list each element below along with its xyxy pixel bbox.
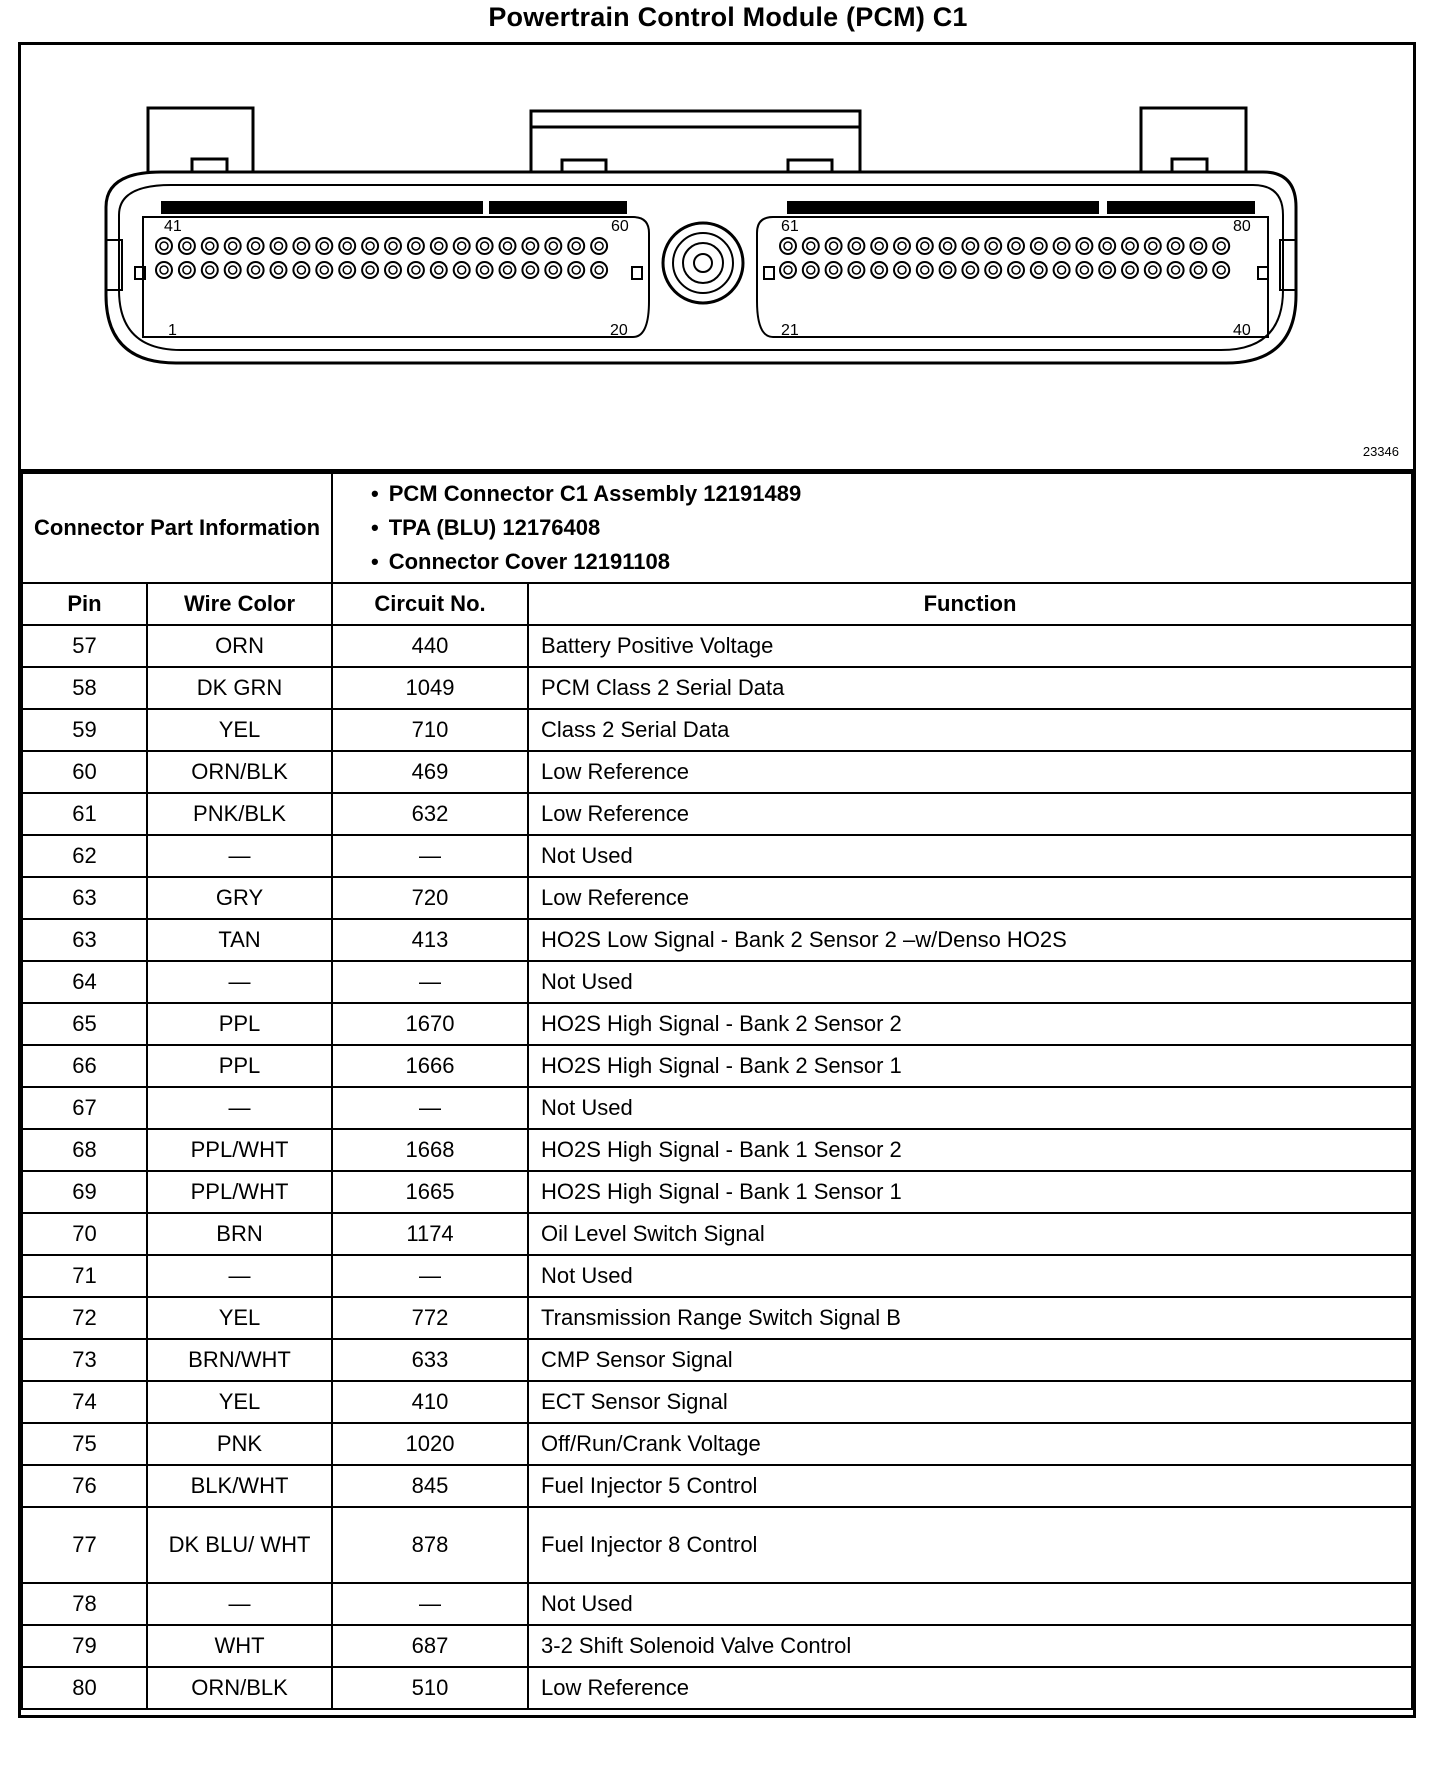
function-cell: Battery Positive Voltage xyxy=(528,625,1412,667)
circuit-cell: 878 xyxy=(332,1507,528,1583)
table-row xyxy=(22,709,1412,751)
pin-cell: 62 xyxy=(22,835,147,877)
wire-color-cell: — xyxy=(147,961,332,1003)
connector-pin xyxy=(1213,238,1229,254)
connector-pin xyxy=(826,262,842,278)
connector-table-frame xyxy=(18,42,1416,1718)
function-cell: Fuel Injector 8 Control xyxy=(528,1507,1412,1583)
header-wire-color: Wire Color xyxy=(147,583,332,625)
table-row xyxy=(22,1255,1412,1297)
circuit-cell: 1020 xyxy=(332,1423,528,1465)
connector-diagram xyxy=(21,45,1413,472)
function-cell: 3-2 Shift Solenoid Valve Control xyxy=(528,1625,1412,1667)
connector-pin xyxy=(568,262,584,278)
connector-pin xyxy=(225,262,241,278)
function-cell: Not Used xyxy=(528,835,1412,877)
circuit-cell: 772 xyxy=(332,1297,528,1339)
wire-color-cell: YEL xyxy=(147,1297,332,1339)
connector-pin xyxy=(431,238,447,254)
connector-pin xyxy=(871,262,887,278)
circuit-cell: 633 xyxy=(332,1339,528,1381)
connector-pin xyxy=(202,238,218,254)
connector-pin xyxy=(1190,238,1206,254)
function-cell: Not Used xyxy=(528,961,1412,1003)
connector-pin xyxy=(1213,262,1229,278)
connector-pin xyxy=(225,238,241,254)
connector-pin xyxy=(179,262,195,278)
function-cell: HO2S High Signal - Bank 2 Sensor 1 xyxy=(528,1045,1412,1087)
connector-pin xyxy=(362,262,378,278)
function-cell: Fuel Injector 5 Control xyxy=(528,1465,1412,1507)
wire-color-cell: DK BLU/ WHT xyxy=(147,1507,332,1583)
connector-pin xyxy=(568,238,584,254)
wire-color-cell: PPL xyxy=(147,1045,332,1087)
connector-pin xyxy=(1168,238,1184,254)
pin-label-40: 40 xyxy=(1233,322,1251,339)
function-cell: Oil Level Switch Signal xyxy=(528,1213,1412,1255)
connector-pin xyxy=(454,238,470,254)
connector-pin xyxy=(871,238,887,254)
connector-pin xyxy=(917,238,933,254)
circuit-cell: 410 xyxy=(332,1381,528,1423)
function-cell: HO2S Low Signal - Bank 2 Sensor 2 –w/Denso HO2S xyxy=(528,919,1412,961)
circuit-cell: 1174 xyxy=(332,1213,528,1255)
pin-cell: 63 xyxy=(22,919,147,961)
table-row xyxy=(22,667,1412,709)
connector-pin xyxy=(408,262,424,278)
pin-cell: 60 xyxy=(22,751,147,793)
pin-cell: 77 xyxy=(22,1507,147,1583)
function-cell: Low Reference xyxy=(528,793,1412,835)
function-cell: Transmission Range Switch Signal B xyxy=(528,1297,1412,1339)
function-cell: ECT Sensor Signal xyxy=(528,1381,1412,1423)
pin-cell: 66 xyxy=(22,1045,147,1087)
circuit-cell: 1666 xyxy=(332,1045,528,1087)
wire-color-cell: PNK/BLK xyxy=(147,793,332,835)
connector-pin xyxy=(293,238,309,254)
connector-pin xyxy=(431,262,447,278)
table-row xyxy=(22,1129,1412,1171)
pin-cell: 61 xyxy=(22,793,147,835)
connector-pin xyxy=(545,238,561,254)
circuit-cell: 510 xyxy=(332,1667,528,1709)
function-cell: HO2S High Signal - Bank 1 Sensor 1 xyxy=(528,1171,1412,1213)
connector-pin xyxy=(1099,238,1115,254)
part-info-item: • TPA (BLU) 12176408 xyxy=(371,511,1411,545)
pin-cell: 58 xyxy=(22,667,147,709)
connector-pin xyxy=(1054,262,1070,278)
page-title: Powertrain Control Module (PCM) C1 xyxy=(488,2,968,32)
connector-pin xyxy=(985,262,1001,278)
pin-label-61: 61 xyxy=(781,218,799,235)
function-cell: Low Reference xyxy=(528,1667,1412,1709)
circuit-cell: 440 xyxy=(332,625,528,667)
pin-label-80: 80 xyxy=(1233,218,1251,235)
connector-pin xyxy=(271,262,287,278)
pin-cell: 74 xyxy=(22,1381,147,1423)
circuit-cell: 1668 xyxy=(332,1129,528,1171)
connector-pin xyxy=(248,238,264,254)
header-function: Function xyxy=(528,583,1412,625)
pin-label-41: 41 xyxy=(164,218,182,235)
connector-pin xyxy=(591,238,607,254)
wire-color-cell: GRY xyxy=(147,877,332,919)
function-cell: PCM Class 2 Serial Data xyxy=(528,667,1412,709)
pin-cell: 57 xyxy=(22,625,147,667)
pin-cell: 70 xyxy=(22,1213,147,1255)
connector-pin xyxy=(803,238,819,254)
connector-pin xyxy=(962,238,978,254)
circuit-cell: 720 xyxy=(332,877,528,919)
connector-pin xyxy=(1076,238,1092,254)
table-row xyxy=(22,1381,1412,1423)
wire-color-cell: ORN/BLK xyxy=(147,751,332,793)
connector-pin xyxy=(522,238,538,254)
wire-color-cell: — xyxy=(147,1087,332,1129)
connector-pin xyxy=(940,262,956,278)
connector-pin xyxy=(848,238,864,254)
wire-color-cell: BRN/WHT xyxy=(147,1339,332,1381)
pin-label-60: 60 xyxy=(611,218,629,235)
function-cell: Not Used xyxy=(528,1255,1412,1297)
connector-pin xyxy=(408,238,424,254)
header-circuit-no: Circuit No. xyxy=(332,583,528,625)
connector-pin xyxy=(1122,238,1138,254)
pin-cell: 64 xyxy=(22,961,147,1003)
connector-pin xyxy=(1122,262,1138,278)
connector-pin xyxy=(894,262,910,278)
function-cell: Not Used xyxy=(528,1583,1412,1625)
connector-pin xyxy=(179,238,195,254)
connector-pin xyxy=(848,262,864,278)
circuit-cell: 1665 xyxy=(332,1171,528,1213)
header-pin: Pin xyxy=(22,583,147,625)
connector-pin xyxy=(1145,238,1161,254)
wire-color-cell: DK GRN xyxy=(147,667,332,709)
table-row xyxy=(22,1171,1412,1213)
wire-color-cell: ORN/BLK xyxy=(147,1667,332,1709)
part-info-item: • Connector Cover 12191108 xyxy=(371,545,1411,579)
table-row xyxy=(22,1213,1412,1255)
connector-pin xyxy=(156,262,172,278)
connector-pin xyxy=(500,238,516,254)
connector-pin xyxy=(454,262,470,278)
circuit-cell: 845 xyxy=(332,1465,528,1507)
connector-pin xyxy=(894,238,910,254)
connector-pin xyxy=(803,262,819,278)
pin-label-21: 21 xyxy=(781,322,799,339)
figure-number: 23346 xyxy=(1362,444,1399,459)
table-row xyxy=(22,1045,1412,1087)
pin-cell: 71 xyxy=(22,1255,147,1297)
circuit-cell: — xyxy=(332,1583,528,1625)
pinout-table xyxy=(21,472,1413,1710)
connector-pin xyxy=(1031,238,1047,254)
connector-pin xyxy=(293,262,309,278)
connector-drawing xyxy=(21,45,1413,469)
connector-pin xyxy=(271,238,287,254)
pin-cell: 72 xyxy=(22,1297,147,1339)
wire-color-cell: ORN xyxy=(147,625,332,667)
circuit-cell: 1049 xyxy=(332,667,528,709)
circuit-cell: — xyxy=(332,1255,528,1297)
connector-pin xyxy=(1008,238,1024,254)
connector-pin xyxy=(477,238,493,254)
table-row xyxy=(22,1583,1412,1625)
connector-pin xyxy=(316,262,332,278)
function-cell: Low Reference xyxy=(528,751,1412,793)
connector-pin xyxy=(1145,262,1161,278)
connector-pin xyxy=(500,262,516,278)
table-row xyxy=(22,1625,1412,1667)
wire-color-cell: BRN xyxy=(147,1213,332,1255)
connector-pin xyxy=(826,238,842,254)
table-row xyxy=(22,1003,1412,1045)
pin-cell: 79 xyxy=(22,1625,147,1667)
connector-pin xyxy=(477,262,493,278)
pin-cell: 73 xyxy=(22,1339,147,1381)
table-row xyxy=(22,961,1412,1003)
circuit-cell: 632 xyxy=(332,793,528,835)
pin-cell: 67 xyxy=(22,1087,147,1129)
table-row xyxy=(22,1087,1412,1129)
pin-cell: 69 xyxy=(22,1171,147,1213)
pin-cell: 63 xyxy=(22,877,147,919)
table-row xyxy=(22,1667,1412,1709)
wire-color-cell: — xyxy=(147,1583,332,1625)
wire-color-cell: WHT xyxy=(147,1625,332,1667)
connector-pin xyxy=(780,262,796,278)
connector-pin xyxy=(1076,262,1092,278)
table-row xyxy=(22,1297,1412,1339)
connector-pin xyxy=(156,238,172,254)
wire-color-cell: YEL xyxy=(147,1381,332,1423)
connector-pin xyxy=(985,238,1001,254)
connector-pin xyxy=(1190,262,1206,278)
connector-pin xyxy=(1099,262,1115,278)
connector-pin xyxy=(1008,262,1024,278)
pin-cell: 75 xyxy=(22,1423,147,1465)
table-row xyxy=(22,919,1412,961)
connector-pin xyxy=(1054,238,1070,254)
table-row xyxy=(22,1339,1412,1381)
wire-color-cell: YEL xyxy=(147,709,332,751)
function-cell: Low Reference xyxy=(528,877,1412,919)
circuit-cell: 1670 xyxy=(332,1003,528,1045)
wire-color-cell: — xyxy=(147,835,332,877)
table-row xyxy=(22,793,1412,835)
pin-cell: 78 xyxy=(22,1583,147,1625)
connector-pin xyxy=(339,238,355,254)
circuit-cell: — xyxy=(332,835,528,877)
connector-pin xyxy=(940,238,956,254)
table-row xyxy=(22,877,1412,919)
table-row xyxy=(22,1507,1412,1583)
connector-pin xyxy=(962,262,978,278)
part-info-list xyxy=(332,473,1412,583)
pin-cell: 68 xyxy=(22,1129,147,1171)
function-cell: Not Used xyxy=(528,1087,1412,1129)
wire-color-cell: TAN xyxy=(147,919,332,961)
pin-label-1: 1 xyxy=(168,322,177,339)
table-row xyxy=(22,751,1412,793)
function-cell: HO2S High Signal - Bank 1 Sensor 2 xyxy=(528,1129,1412,1171)
wire-color-cell: PNK xyxy=(147,1423,332,1465)
wire-color-cell: PPL xyxy=(147,1003,332,1045)
part-info-row xyxy=(22,473,1412,583)
function-cell: Off/Run/Crank Voltage xyxy=(528,1423,1412,1465)
table-row xyxy=(22,1465,1412,1507)
pin-cell: 65 xyxy=(22,1003,147,1045)
wire-color-cell: PPL/WHT xyxy=(147,1171,332,1213)
wire-color-cell: — xyxy=(147,1255,332,1297)
circuit-cell: 413 xyxy=(332,919,528,961)
pin-cell: 80 xyxy=(22,1667,147,1709)
circuit-cell: 469 xyxy=(332,751,528,793)
function-cell: CMP Sensor Signal xyxy=(528,1339,1412,1381)
pin-cell: 76 xyxy=(22,1465,147,1507)
pin-label-20: 20 xyxy=(610,322,628,339)
connector-pin xyxy=(385,238,401,254)
circuit-cell: — xyxy=(332,961,528,1003)
connector-pin xyxy=(591,262,607,278)
table-row xyxy=(22,1423,1412,1465)
header-row xyxy=(22,583,1412,625)
circuit-cell: 687 xyxy=(332,1625,528,1667)
function-cell: HO2S High Signal - Bank 2 Sensor 2 xyxy=(528,1003,1412,1045)
connector-pin xyxy=(316,238,332,254)
connector-pin xyxy=(1168,262,1184,278)
connector-pin xyxy=(385,262,401,278)
pin-cell: 59 xyxy=(22,709,147,751)
function-cell: Class 2 Serial Data xyxy=(528,709,1412,751)
connector-pin xyxy=(248,262,264,278)
connector-pin xyxy=(917,262,933,278)
wire-color-cell: BLK/WHT xyxy=(147,1465,332,1507)
table-row xyxy=(22,835,1412,877)
circuit-cell: — xyxy=(332,1087,528,1129)
connector-pin xyxy=(202,262,218,278)
connector-pin xyxy=(522,262,538,278)
connector-pin xyxy=(780,238,796,254)
connector-pin xyxy=(1031,262,1047,278)
part-info-label: Connector Part Information xyxy=(22,473,332,583)
circuit-cell: 710 xyxy=(332,709,528,751)
part-info-item: • PCM Connector C1 Assembly 12191489 xyxy=(371,477,1411,511)
wire-color-cell: PPL/WHT xyxy=(147,1129,332,1171)
connector-pin xyxy=(545,262,561,278)
table-row xyxy=(22,625,1412,667)
connector-pin xyxy=(339,262,355,278)
connector-pin xyxy=(362,238,378,254)
